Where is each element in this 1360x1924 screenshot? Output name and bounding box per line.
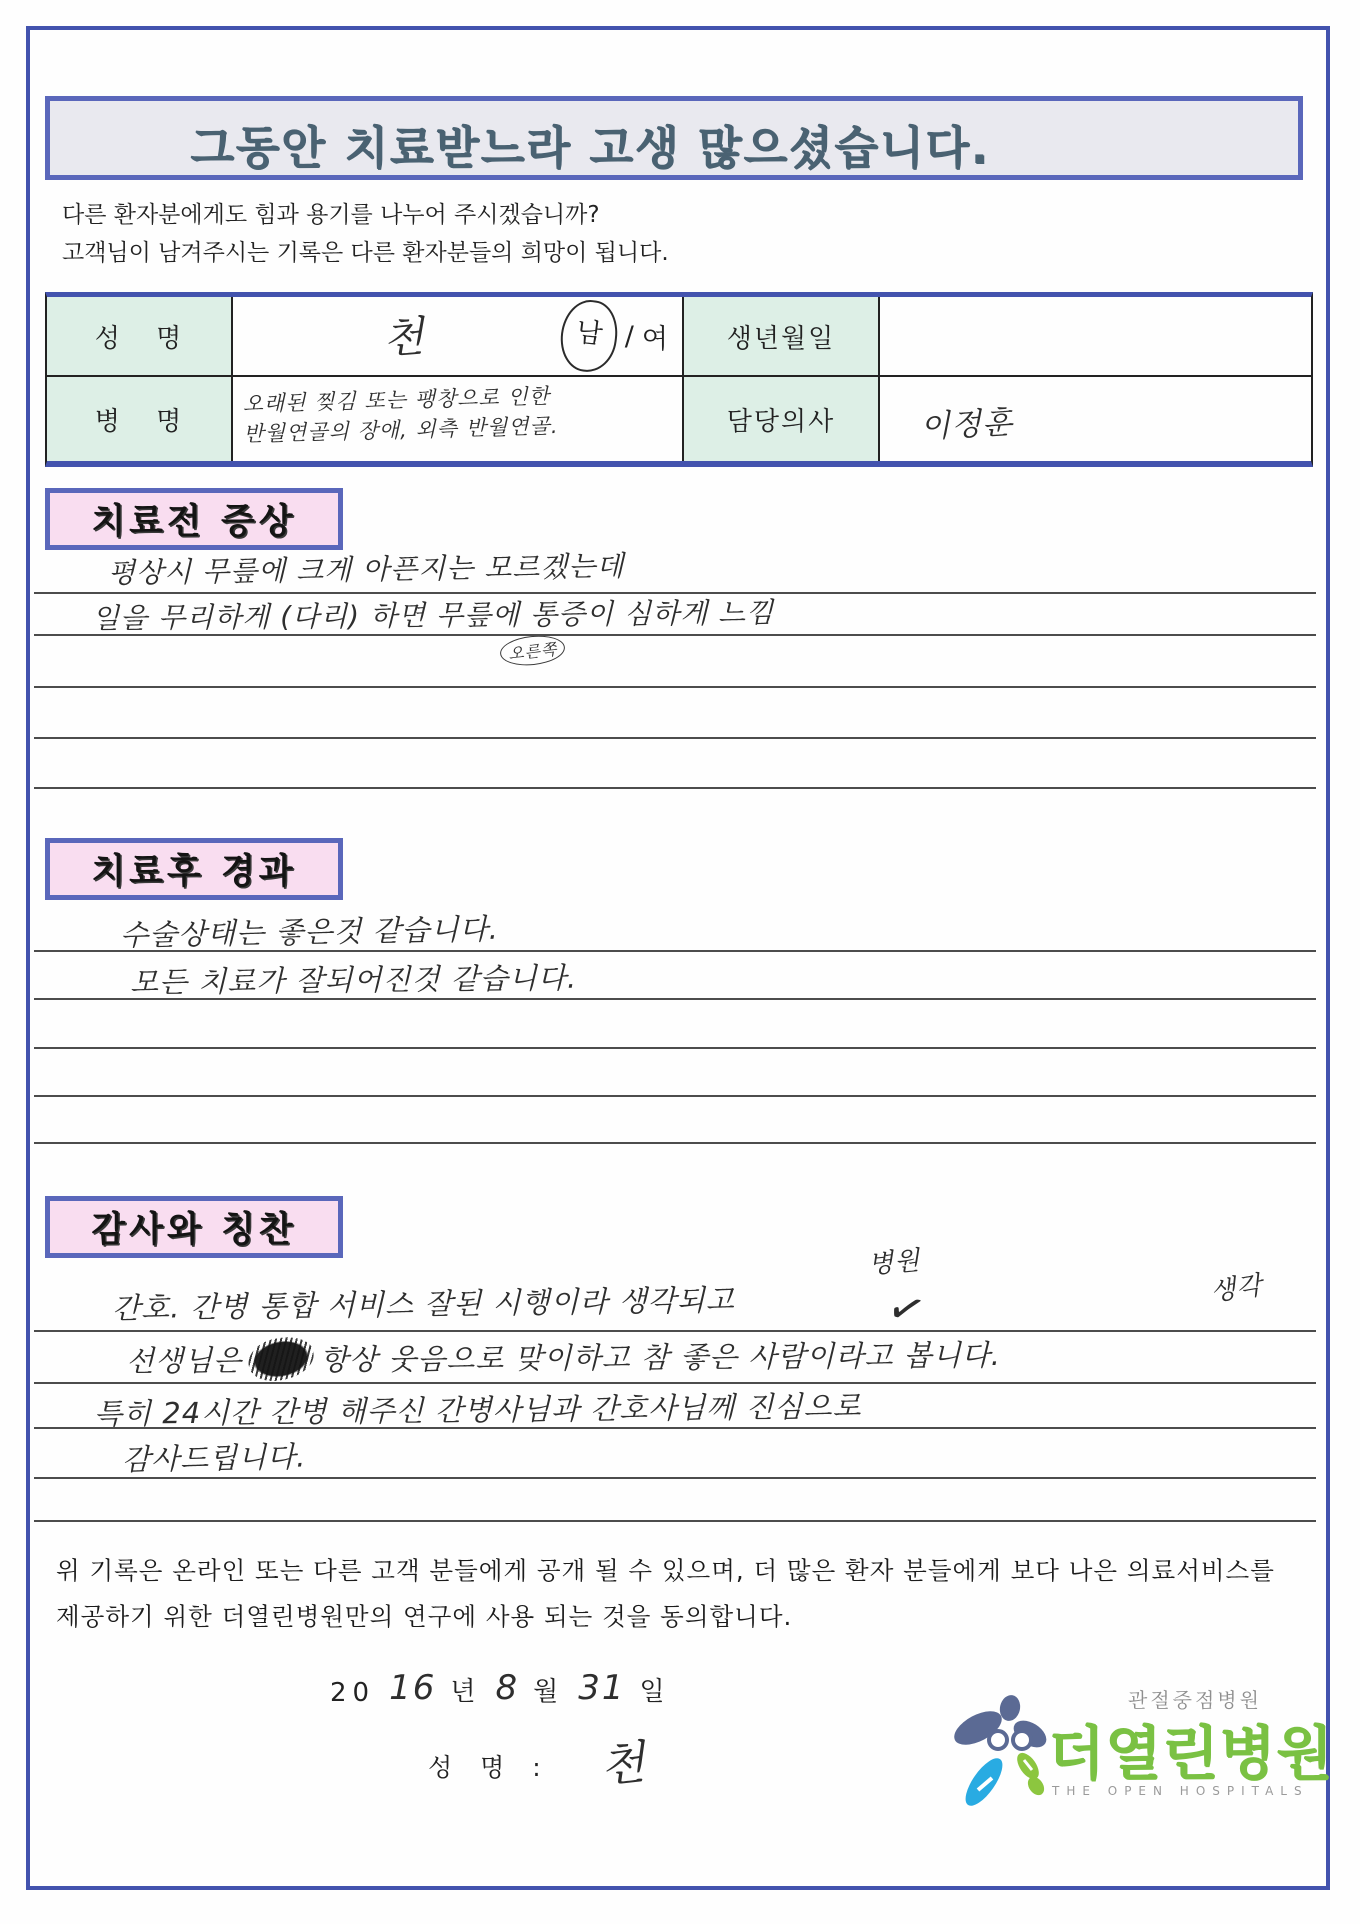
table-row-name [47, 297, 1311, 377]
name-label-cell: 성 명 [47, 297, 233, 375]
dragonfly-icon [948, 1694, 1058, 1812]
thanks-line-2-prefix: 선생님은 [125, 1343, 243, 1379]
handwritten-month: 8 [495, 1668, 520, 1708]
consent-paragraph: 위 기록은 온라인 또는 다른 고객 분들에게 공개 될 수 있으며, 더 많은 환자 분들에게 보다 나은 의료서비스를 제공하기 위한 더열린병원만의 연구에 사용 되는 것을 동의합니다. [56, 1556, 1275, 1631]
ruled-line [34, 1382, 1316, 1384]
intro-line-2: 고객님이 남겨주시는 기록은 다른 환자분들의 희망이 됩니다. [62, 240, 669, 266]
disease-value-cell [233, 377, 684, 461]
section-heading-thanks: 감사와 칭찬 [45, 1196, 343, 1258]
symptoms-annotation: 오른쪽 [499, 633, 567, 669]
progress-handwriting-line-2: 모든 치료가 잘되어진것 같습니다. [129, 960, 578, 1000]
logo-specialty-badge: 관절중점병원 [1128, 1688, 1262, 1712]
handwritten-doctor-name: 이정훈 [919, 404, 1014, 446]
handwritten-signature: 천 [597, 1734, 649, 1794]
ruled-line [34, 634, 1316, 636]
ruled-line [34, 1047, 1316, 1049]
thanks-line-2-suffix: 항상 웃음으로 맞이하고 참 좋은 사람이라고 봅니다. [319, 1337, 1002, 1377]
patient-info-table [45, 292, 1313, 467]
intro-line-1: 다른 환자분에게도 힘과 용기를 나누어 주시겠습니까? [62, 202, 600, 228]
ruled-line [34, 1427, 1316, 1429]
birth-label-cell: 생년월일 [684, 297, 880, 375]
intro-text [62, 196, 669, 272]
hospital-logo-icon [948, 1694, 1058, 1812]
year-unit: 년 [450, 1677, 482, 1707]
month-unit: 월 [533, 1677, 565, 1707]
ruled-line [34, 1477, 1316, 1479]
title-banner [45, 96, 1303, 180]
ruled-line [34, 1330, 1316, 1332]
ruled-line [34, 737, 1316, 739]
name-value-cell [233, 297, 684, 375]
insert-check-icon: ✓ [881, 1279, 932, 1340]
ruled-line [34, 1095, 1316, 1097]
progress-handwriting-line-1: 수술상태는 좋은것 같습니다. [119, 911, 500, 953]
disease-label-cell: 병 명 [47, 377, 233, 461]
handwritten-day: 31 [578, 1668, 626, 1708]
ruled-line [34, 1520, 1316, 1522]
ruled-line [34, 787, 1316, 789]
thanks-handwriting-line-3: 특히 24시간 간병 해주신 간병사님과 간호사님께 진심으로 [93, 1388, 862, 1432]
hospital-logo-tagline: THE OPEN HOSPITALS [1052, 1784, 1309, 1798]
signature-label: 성 명 : [428, 1753, 551, 1782]
table-row-disease [47, 377, 1311, 461]
section-heading-progress: 치료후 경과 [45, 838, 343, 900]
thanks-line-1-inserted-word: 병원 [867, 1245, 922, 1281]
date-prefix: 20 [330, 1678, 376, 1708]
scribble-mark [245, 1332, 317, 1385]
date-row [330, 1668, 671, 1708]
gender-female: 여 [641, 323, 668, 355]
symptoms-handwriting-line-1: 평상시 무릎에 크게 아픈지는 모르겠는데 [107, 549, 625, 590]
page-title: 그동안 치료받느라 고생 많으셨습니다. [190, 121, 990, 174]
gender-male-circled: 남 [557, 297, 621, 375]
ruled-line [34, 998, 1316, 1000]
section-heading-symptoms: 치료전 증상 [45, 488, 343, 550]
doctor-label-cell: 담당의사 [684, 377, 880, 461]
handwritten-disease [242, 381, 559, 449]
handwritten-name: 천 [381, 311, 427, 364]
ruled-line [34, 950, 1316, 952]
thanks-handwriting-line-2 [126, 1333, 1001, 1381]
birth-value-cell [880, 297, 1311, 375]
disease-line-1: 오래된 찢김 또는 팽창으로 인한 [242, 384, 551, 417]
day-unit: 일 [639, 1677, 671, 1707]
thanks-handwriting-line-1: 간호. 간병 통합 서비스 잘된 시행이라 생각되고 [111, 1282, 736, 1326]
thanks-line-1-tail-word: 생각 [1208, 1270, 1265, 1308]
symptoms-handwriting-line-2: 일을 무리하게 (다리) 하면 무릎에 통증이 심하게 느낌 [91, 596, 775, 635]
disease-line-2: 반월연골의 장애, 외측 반월연골. [243, 413, 559, 447]
hospital-logo-name: 더열린병원 [1048, 1719, 1334, 1787]
thanks-handwriting-line-4: 감사드립니다. [121, 1439, 307, 1477]
handwritten-year: 16 [389, 1668, 437, 1708]
ruled-line [34, 1142, 1316, 1144]
ruled-line [34, 686, 1316, 688]
gender-selector [561, 300, 668, 372]
doctor-value-cell [880, 377, 1311, 461]
gender-separator: / [624, 320, 634, 352]
